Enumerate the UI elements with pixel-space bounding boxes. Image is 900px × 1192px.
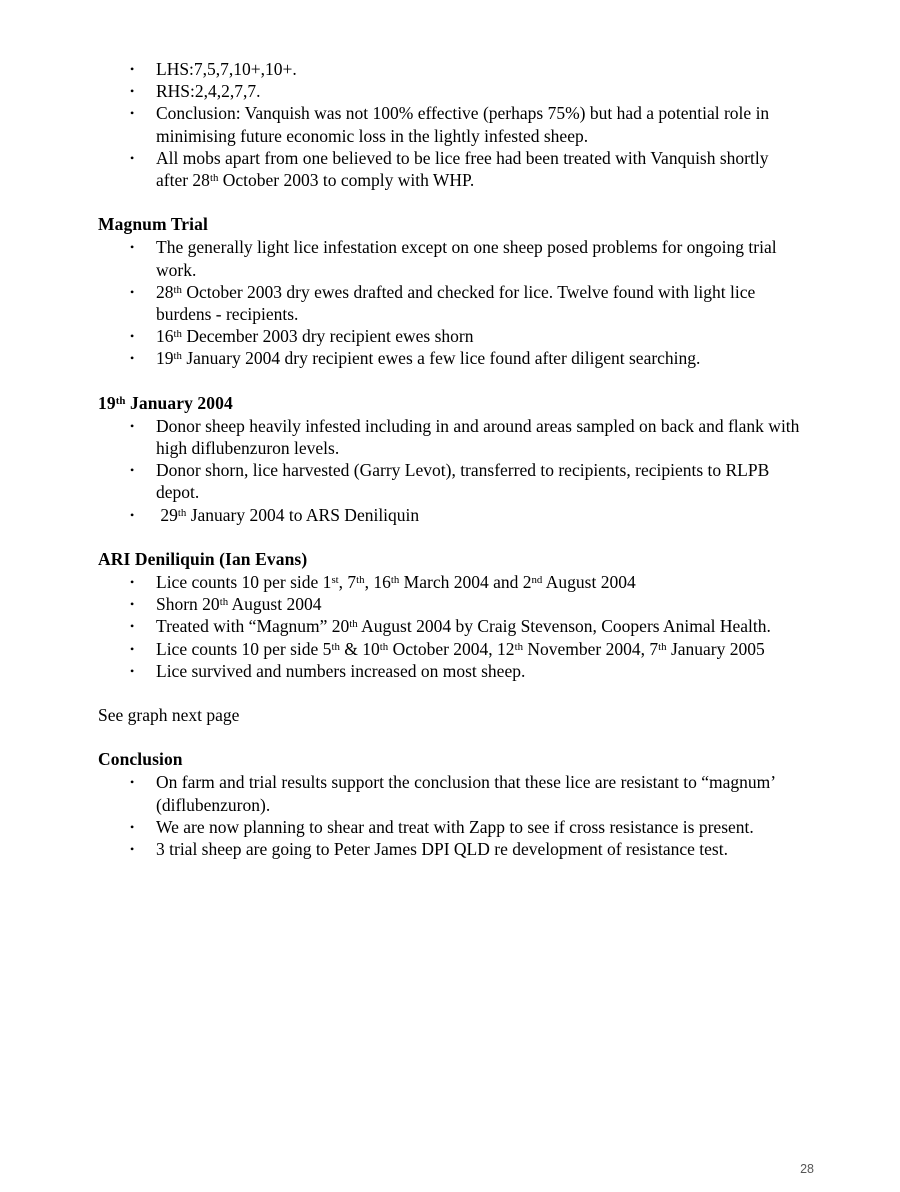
section-spacer <box>98 191 800 213</box>
list-item: • 28th October 2003 dry ewes drafted and checked for lice. Twelve found with light lice burdens - recipients. <box>98 281 800 325</box>
section-heading-conclusion: Conclusion <box>98 749 183 770</box>
list-item: • LHS:7,5,7,10+,10+. <box>98 58 800 80</box>
section-vanquish-continued <box>98 58 800 191</box>
section-heading-ari-deniliquin: ARI Deniliquin (Ian Evans) <box>98 548 308 569</box>
section-magnum-trial <box>98 213 800 369</box>
list-item: • We are now planning to shear and treat with Zapp to see if cross resistance is present. <box>98 816 800 838</box>
section-heading-january-2004: 19th January 2004 <box>98 392 233 413</box>
list-item: • Shorn 20th August 2004 <box>98 593 800 615</box>
section-spacer <box>98 370 800 392</box>
page-number: 28 <box>800 1162 814 1176</box>
list-item: • On farm and trial results support the conclusion that these lice are resistant to “magnum’ (diflubenzuron). <box>98 771 800 815</box>
list-item: • 19th January 2004 dry recipient ewes a few lice found after diligent searching. <box>98 347 800 369</box>
list-item: • Treated with “Magnum” 20th August 2004 by Craig Stevenson, Coopers Animal Health. <box>98 615 800 637</box>
list-item: • 29th January 2004 to ARS Deniliquin <box>98 504 800 526</box>
list-item: • Donor shorn, lice harvested (Garry Levot), transferred to recipients, recipients to RLPB depot. <box>98 459 800 503</box>
bullet-list-magnum-trial <box>98 236 800 369</box>
note-see-graph-next-page: See graph next page <box>98 705 240 726</box>
section-conclusion <box>98 748 800 860</box>
list-item: • Lice counts 10 per side 1st, 7th, 16th March 2004 and 2nd August 2004 <box>98 571 800 593</box>
document-body <box>98 58 800 860</box>
list-item: • 3 trial sheep are going to Peter James DPI QLD re development of resistance test. <box>98 838 800 860</box>
section-spacer <box>98 682 800 704</box>
section-spacer <box>98 726 800 748</box>
list-item: • Donor sheep heavily infested including in and around areas sampled on back and flank with high diflubenzuron levels. <box>98 415 800 459</box>
list-item: • All mobs apart from one believed to be lice free had been treated with Vanquish shortly after 28th October 2003 to comply with WHP. <box>98 147 800 191</box>
bullet-list-january-2004 <box>98 415 800 526</box>
section-ari-deniliquin <box>98 548 800 682</box>
bullet-list-ari-deniliquin <box>98 571 800 682</box>
list-item: • 16th December 2003 dry recipient ewes shorn <box>98 325 800 347</box>
list-item: • Lice survived and numbers increased on most sheep. <box>98 660 800 682</box>
list-item: • Lice counts 10 per side 5th & 10th October 2004, 12th November 2004, 7th January 2005 <box>98 638 800 660</box>
list-item: • RHS:2,4,2,7,7. <box>98 80 800 102</box>
section-spacer <box>98 526 800 548</box>
bullet-list-vanquish-continued <box>98 58 800 191</box>
section-heading-magnum-trial: Magnum Trial <box>98 214 208 235</box>
section-january-2004 <box>98 392 800 526</box>
bullet-list-conclusion <box>98 771 800 860</box>
list-item: • Conclusion: Vanquish was not 100% effective (perhaps 75%) but had a potential role in minimising future economic loss in the lightly infested sheep. <box>98 102 800 146</box>
list-item: • The generally light lice infestation except on one sheep posed problems for ongoing trial work. <box>98 236 800 280</box>
